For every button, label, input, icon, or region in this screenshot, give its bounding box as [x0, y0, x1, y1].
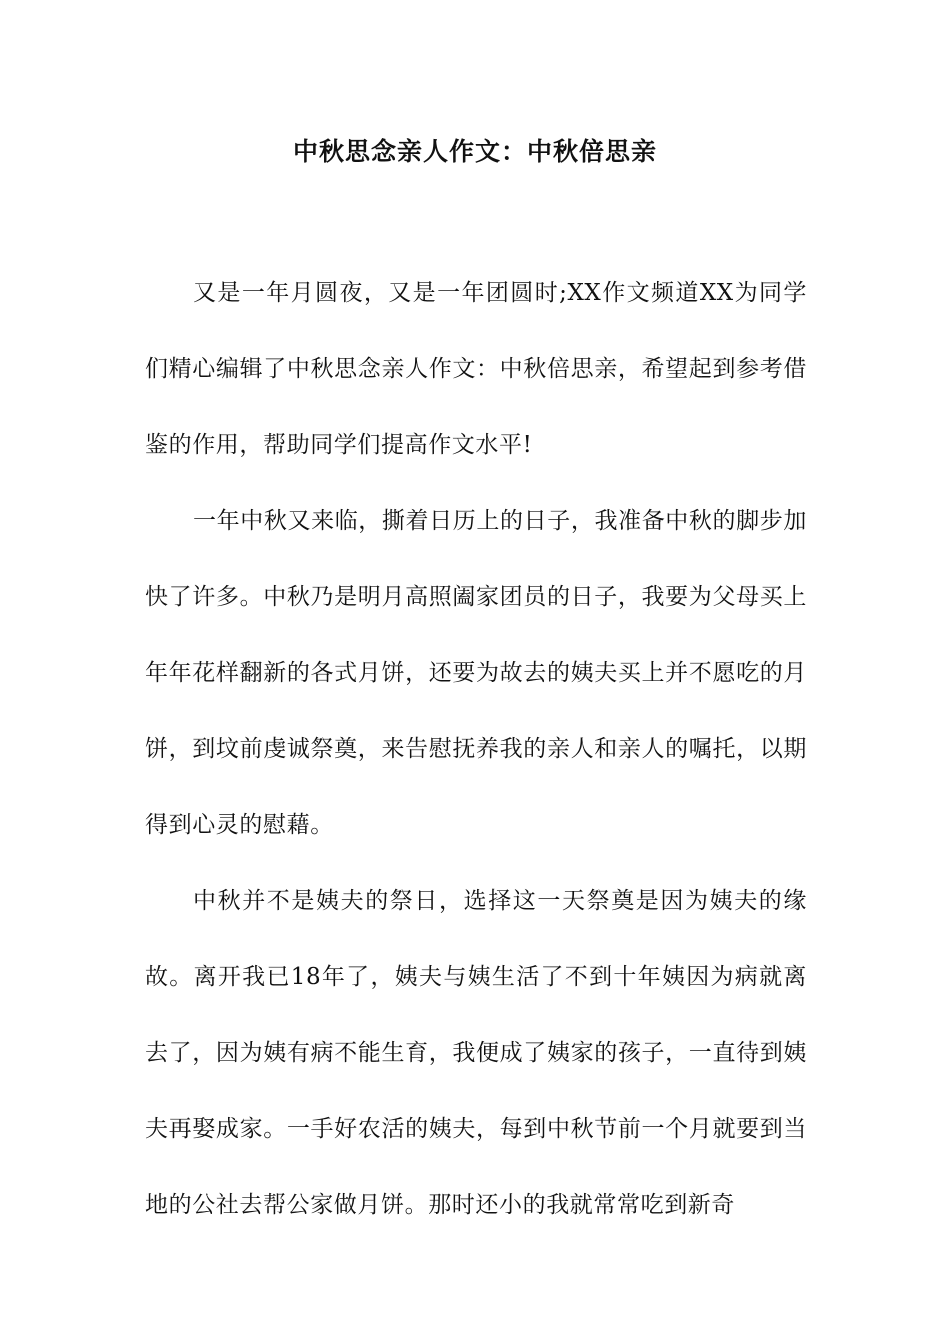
paragraph-mid-autumn-preparation: 一年中秋又来临，撕着日历上的日子，我准备中秋的脚步加快了许多。中秋乃是明月高照阖家团员的日子，我要为父母买上年年花样翻新的各式月饼，还要为故去的姨夫买上并不愿吃的月饼，到坟前虔诚祭奠，来告慰抚养我的亲人和亲人的嘱托，以期得到心灵的慰藉。 — [145, 508, 807, 838]
paragraph-intro: 又是一年月圆夜，又是一年团圆时;XX作文频道XX为同学们精心编辑了中秋思念亲人作文：中秋倍思亲，希望起到参考借鉴的作用，帮助同学们提高作文水平! — [145, 280, 807, 458]
document-body — [145, 255, 807, 1243]
document-title: 中秋思念亲人作文：中秋倍思亲 — [292, 137, 657, 166]
paragraph-uncle-memory: 中秋并不是姨夫的祭日，选择这一天祭奠是因为姨夫的缘故。离开我已18年了，姨夫与姨生活了不到十年姨因为病就离去了，因为姨有病不能生育，我便成了姨家的孩子，一直待到姨夫再娶成家。一手好农活的姨夫，每到中秋节前一个月就要到当地的公社去帮公家做月饼。那时还小的我就常常吃到新奇 — [145, 888, 807, 1218]
